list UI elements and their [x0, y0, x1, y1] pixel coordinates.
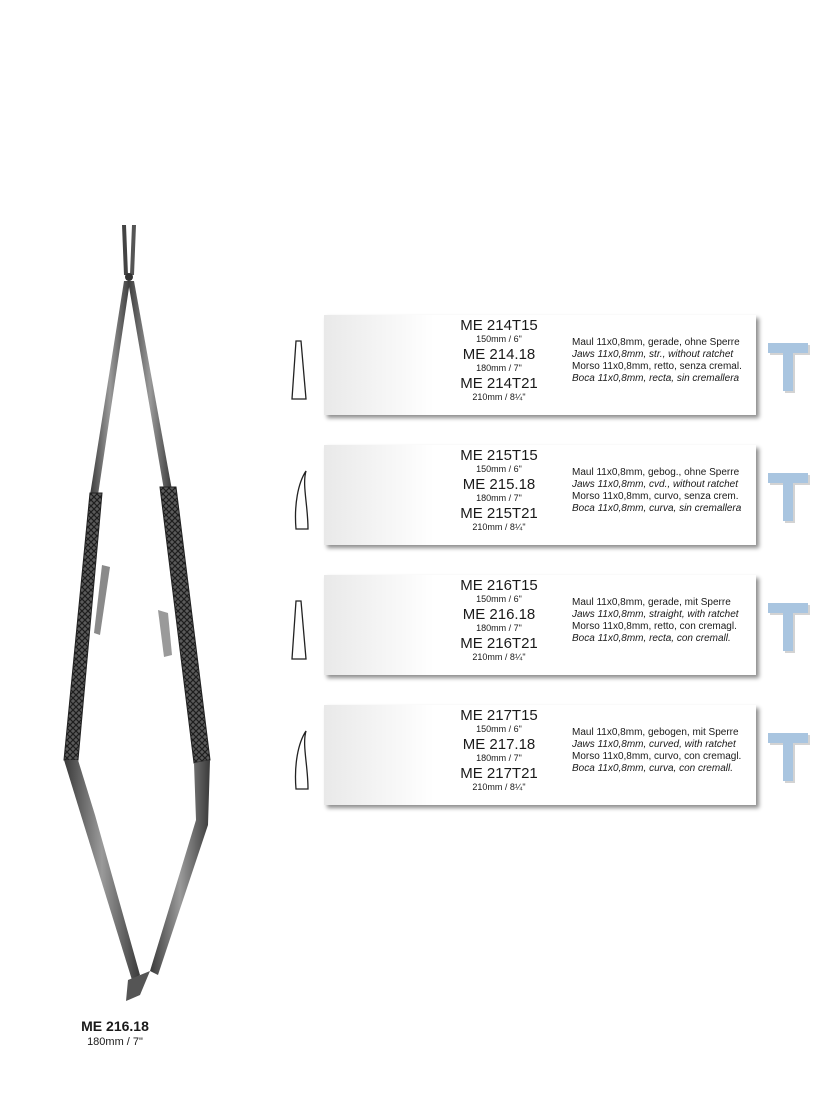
- product-panel: [324, 575, 756, 675]
- curved-jaw-icon: [288, 725, 314, 795]
- desc-english: Jaws 11x0,8mm, str., without ratchet: [572, 349, 734, 360]
- product-codes: [424, 575, 574, 662]
- product-row-214: [0, 313, 826, 423]
- product-codes: [424, 315, 574, 402]
- product-code: ME 216T21: [460, 635, 538, 652]
- desc-english: Jaws 11x0,8mm, cvd., without ratchet: [572, 479, 738, 490]
- product-size: 150mm / 6": [476, 464, 522, 474]
- product-size: 180mm / 7": [476, 753, 522, 763]
- desc-italian: Morso 11x0,8mm, curvo, con cremagl.: [572, 751, 742, 762]
- product-size: 180mm / 7": [476, 493, 522, 503]
- product-code: ME 214T15: [460, 317, 538, 334]
- desc-spanish: Boca 11x0,8mm, curva, con cremall.: [572, 763, 733, 774]
- product-size: 180mm / 7": [476, 623, 522, 633]
- desc-english: Jaws 11x0,8mm, curved, with ratchet: [572, 739, 736, 750]
- product-size: 150mm / 6": [476, 594, 522, 604]
- main-instrument-code: ME 216.18: [81, 1018, 149, 1034]
- t-shape-icon: [766, 599, 810, 653]
- product-row-216: [0, 573, 826, 683]
- product-code: ME 214T21: [460, 375, 538, 392]
- desc-german: Maul 11x0,8mm, gebogen, mit Sperre: [572, 727, 739, 738]
- main-instrument-caption: [40, 1018, 190, 1048]
- desc-german: Maul 11x0,8mm, gebog., ohne Sperre: [572, 467, 740, 478]
- desc-english: Jaws 11x0,8mm, straight, with ratchet: [572, 609, 739, 620]
- product-description: [572, 467, 758, 515]
- desc-german: Maul 11x0,8mm, gerade, ohne Sperre: [572, 337, 740, 348]
- product-description: [572, 727, 758, 775]
- product-code: ME 217T15: [460, 707, 538, 724]
- t-shape-icon: [766, 469, 810, 523]
- product-size: 150mm / 6": [476, 724, 522, 734]
- product-size: 210mm / 8¼": [472, 392, 526, 402]
- product-panel: [324, 315, 756, 415]
- curved-jaw-icon: [288, 465, 314, 535]
- main-instrument-size: 180mm / 7": [87, 1036, 143, 1048]
- straight-jaw-icon: [288, 595, 314, 665]
- straight-jaw-icon: [288, 335, 314, 405]
- product-code: ME 216T15: [460, 577, 538, 594]
- desc-spanish: Boca 11x0,8mm, recta, sin cremallera: [572, 373, 740, 384]
- product-code: ME 216.18: [462, 606, 536, 623]
- product-size: 180mm / 7": [476, 363, 522, 373]
- product-size: 210mm / 8¼": [472, 652, 526, 662]
- desc-spanish: Boca 11x0,8mm, curva, sin cremallera: [572, 503, 742, 514]
- product-description: [572, 597, 758, 645]
- desc-italian: Morso 11x0,8mm, retto, senza cremal.: [572, 361, 742, 372]
- product-size: 150mm / 6": [476, 334, 522, 344]
- desc-italian: Morso 11x0,8mm, retto, con cremagl.: [572, 621, 737, 632]
- product-panel: [324, 445, 756, 545]
- product-size: 210mm / 8¼": [472, 522, 526, 532]
- product-code: ME 215T15: [460, 447, 538, 464]
- product-codes: [424, 445, 574, 532]
- product-panel: [324, 705, 756, 805]
- product-code: ME 215T21: [460, 505, 538, 522]
- product-description: [572, 337, 758, 385]
- desc-spanish: Boca 11x0,8mm, recta, con cremall.: [572, 633, 731, 644]
- product-code: ME 217.18: [462, 736, 536, 753]
- t-shape-icon: [766, 729, 810, 783]
- product-code: ME 214.18: [462, 346, 536, 363]
- product-size: 210mm / 8¼": [472, 782, 526, 792]
- t-shape-icon: [766, 339, 810, 393]
- product-code: ME 215.18: [462, 476, 536, 493]
- product-row-217: [0, 703, 826, 813]
- product-code: ME 217T21: [460, 765, 538, 782]
- product-codes: [424, 705, 574, 792]
- product-row-215: [0, 443, 826, 553]
- desc-italian: Morso 11x0,8mm, curvo, senza crem.: [572, 491, 739, 502]
- desc-german: Maul 11x0,8mm, gerade, mit Sperre: [572, 597, 731, 608]
